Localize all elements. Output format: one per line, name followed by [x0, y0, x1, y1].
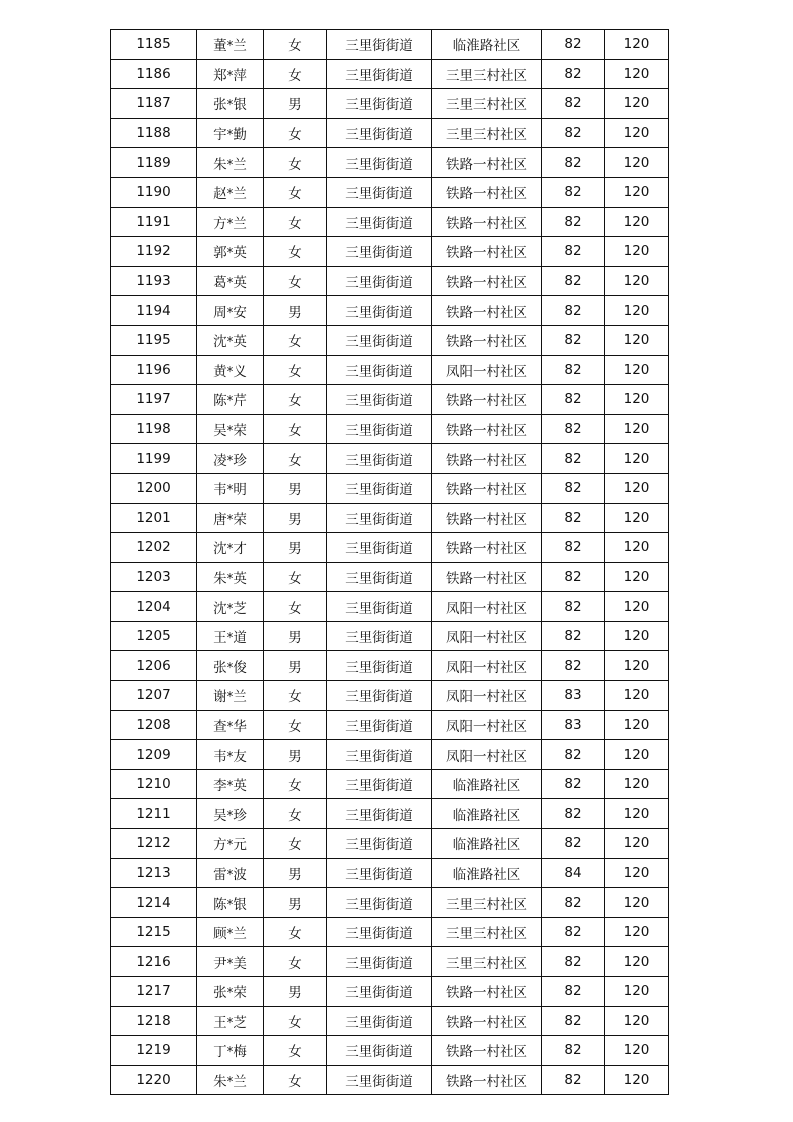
community-cell: 铁路一村社区 — [432, 1006, 542, 1036]
serial-number-cell: 1194 — [111, 296, 197, 326]
age-cell: 82 — [542, 118, 605, 148]
amount-cell: 120 — [605, 414, 669, 444]
street-cell: 三里街街道 — [327, 917, 432, 947]
table-row — [111, 444, 669, 474]
age-cell: 82 — [542, 651, 605, 681]
age-cell: 83 — [542, 681, 605, 711]
gender-cell: 男 — [264, 621, 327, 651]
name-cell: 查*华 — [197, 710, 264, 740]
amount-cell: 120 — [605, 59, 669, 89]
street-cell: 三里街街道 — [327, 414, 432, 444]
street-cell: 三里街街道 — [327, 177, 432, 207]
age-cell: 82 — [542, 385, 605, 415]
street-cell: 三里街街道 — [327, 355, 432, 385]
table-row — [111, 977, 669, 1007]
age-cell: 84 — [542, 858, 605, 888]
amount-cell: 120 — [605, 562, 669, 592]
gender-cell: 女 — [264, 710, 327, 740]
amount-cell: 120 — [605, 740, 669, 770]
table-row — [111, 769, 669, 799]
community-cell: 临淮路社区 — [432, 858, 542, 888]
street-cell: 三里街街道 — [327, 1036, 432, 1066]
name-cell: 沈*才 — [197, 533, 264, 563]
street-cell: 三里街街道 — [327, 118, 432, 148]
serial-number-cell: 1207 — [111, 681, 197, 711]
community-cell: 临淮路社区 — [432, 829, 542, 859]
serial-number-cell: 1199 — [111, 444, 197, 474]
gender-cell: 男 — [264, 89, 327, 119]
gender-cell: 女 — [264, 59, 327, 89]
amount-cell: 120 — [605, 888, 669, 918]
amount-cell: 120 — [605, 266, 669, 296]
gender-cell: 女 — [264, 917, 327, 947]
gender-cell: 男 — [264, 533, 327, 563]
serial-number-cell: 1185 — [111, 30, 197, 60]
serial-number-cell: 1217 — [111, 977, 197, 1007]
serial-number-cell: 1200 — [111, 473, 197, 503]
serial-number-cell: 1209 — [111, 740, 197, 770]
name-cell: 周*安 — [197, 296, 264, 326]
community-cell: 临淮路社区 — [432, 30, 542, 60]
name-cell: 赵*兰 — [197, 177, 264, 207]
age-cell: 82 — [542, 769, 605, 799]
gender-cell: 女 — [264, 325, 327, 355]
name-cell: 王*道 — [197, 621, 264, 651]
amount-cell: 120 — [605, 148, 669, 178]
gender-cell: 男 — [264, 858, 327, 888]
table-row — [111, 888, 669, 918]
name-cell: 吴*荣 — [197, 414, 264, 444]
age-cell: 82 — [542, 177, 605, 207]
street-cell: 三里街街道 — [327, 444, 432, 474]
street-cell: 三里街街道 — [327, 148, 432, 178]
name-cell: 陈*银 — [197, 888, 264, 918]
street-cell: 三里街街道 — [327, 562, 432, 592]
community-cell: 凤阳一村社区 — [432, 681, 542, 711]
gender-cell: 男 — [264, 740, 327, 770]
serial-number-cell: 1196 — [111, 355, 197, 385]
serial-number-cell: 1186 — [111, 59, 197, 89]
amount-cell: 120 — [605, 355, 669, 385]
serial-number-cell: 1203 — [111, 562, 197, 592]
street-cell: 三里街街道 — [327, 30, 432, 60]
table-row — [111, 296, 669, 326]
name-cell: 雷*波 — [197, 858, 264, 888]
community-cell: 铁路一村社区 — [432, 1065, 542, 1095]
serial-number-cell: 1219 — [111, 1036, 197, 1066]
age-cell: 82 — [542, 592, 605, 622]
amount-cell: 120 — [605, 325, 669, 355]
table-row — [111, 385, 669, 415]
gender-cell: 女 — [264, 118, 327, 148]
table-row — [111, 414, 669, 444]
amount-cell: 120 — [605, 947, 669, 977]
table-row — [111, 1036, 669, 1066]
street-cell: 三里街街道 — [327, 207, 432, 237]
name-cell: 沈*芝 — [197, 592, 264, 622]
age-cell: 82 — [542, 148, 605, 178]
name-cell: 张*荣 — [197, 977, 264, 1007]
gender-cell: 女 — [264, 1006, 327, 1036]
serial-number-cell: 1215 — [111, 917, 197, 947]
street-cell: 三里街街道 — [327, 621, 432, 651]
age-cell: 82 — [542, 917, 605, 947]
serial-number-cell: 1220 — [111, 1065, 197, 1095]
name-cell: 唐*荣 — [197, 503, 264, 533]
community-cell: 铁路一村社区 — [432, 414, 542, 444]
age-cell: 82 — [542, 1006, 605, 1036]
table-row — [111, 740, 669, 770]
community-cell: 凤阳一村社区 — [432, 355, 542, 385]
gender-cell: 女 — [264, 385, 327, 415]
street-cell: 三里街街道 — [327, 829, 432, 859]
street-cell: 三里街街道 — [327, 888, 432, 918]
amount-cell: 120 — [605, 651, 669, 681]
street-cell: 三里街街道 — [327, 266, 432, 296]
name-cell: 陈*芹 — [197, 385, 264, 415]
table-row — [111, 148, 669, 178]
amount-cell: 120 — [605, 710, 669, 740]
age-cell: 82 — [542, 59, 605, 89]
community-cell: 三里三村社区 — [432, 118, 542, 148]
community-cell: 铁路一村社区 — [432, 237, 542, 267]
table-row — [111, 799, 669, 829]
table-row — [111, 947, 669, 977]
name-cell: 朱*兰 — [197, 148, 264, 178]
community-cell: 临淮路社区 — [432, 799, 542, 829]
serial-number-cell: 1187 — [111, 89, 197, 119]
serial-number-cell: 1193 — [111, 266, 197, 296]
serial-number-cell: 1204 — [111, 592, 197, 622]
gender-cell: 女 — [264, 1036, 327, 1066]
street-cell: 三里街街道 — [327, 1065, 432, 1095]
amount-cell: 120 — [605, 592, 669, 622]
street-cell: 三里街街道 — [327, 858, 432, 888]
street-cell: 三里街街道 — [327, 769, 432, 799]
gender-cell: 女 — [264, 562, 327, 592]
table-row — [111, 621, 669, 651]
street-cell: 三里街街道 — [327, 947, 432, 977]
name-cell: 方*兰 — [197, 207, 264, 237]
subsidy-table-container — [110, 29, 668, 1095]
table-row — [111, 325, 669, 355]
community-cell: 铁路一村社区 — [432, 266, 542, 296]
table-row — [111, 473, 669, 503]
community-cell: 凤阳一村社区 — [432, 621, 542, 651]
amount-cell: 120 — [605, 237, 669, 267]
table-row — [111, 917, 669, 947]
gender-cell: 男 — [264, 977, 327, 1007]
community-cell: 铁路一村社区 — [432, 977, 542, 1007]
gender-cell: 女 — [264, 148, 327, 178]
table-row — [111, 118, 669, 148]
gender-cell: 女 — [264, 237, 327, 267]
amount-cell: 120 — [605, 89, 669, 119]
age-cell: 82 — [542, 562, 605, 592]
serial-number-cell: 1208 — [111, 710, 197, 740]
community-cell: 三里三村社区 — [432, 888, 542, 918]
gender-cell: 女 — [264, 355, 327, 385]
name-cell: 张*银 — [197, 89, 264, 119]
gender-cell: 女 — [264, 799, 327, 829]
name-cell: 顾*兰 — [197, 917, 264, 947]
serial-number-cell: 1205 — [111, 621, 197, 651]
street-cell: 三里街街道 — [327, 473, 432, 503]
street-cell: 三里街街道 — [327, 651, 432, 681]
age-cell: 82 — [542, 355, 605, 385]
table-row — [111, 177, 669, 207]
age-cell: 82 — [542, 621, 605, 651]
name-cell: 朱*英 — [197, 562, 264, 592]
table-row — [111, 237, 669, 267]
street-cell: 三里街街道 — [327, 1006, 432, 1036]
serial-number-cell: 1212 — [111, 829, 197, 859]
street-cell: 三里街街道 — [327, 237, 432, 267]
amount-cell: 120 — [605, 118, 669, 148]
age-cell: 82 — [542, 799, 605, 829]
community-cell: 凤阳一村社区 — [432, 740, 542, 770]
table-row — [111, 503, 669, 533]
name-cell: 尹*美 — [197, 947, 264, 977]
serial-number-cell: 1211 — [111, 799, 197, 829]
amount-cell: 120 — [605, 1036, 669, 1066]
age-cell: 82 — [542, 829, 605, 859]
amount-cell: 120 — [605, 385, 669, 415]
table-row — [111, 1065, 669, 1095]
community-cell: 铁路一村社区 — [432, 325, 542, 355]
community-cell: 铁路一村社区 — [432, 562, 542, 592]
serial-number-cell: 1188 — [111, 118, 197, 148]
age-cell: 82 — [542, 325, 605, 355]
street-cell: 三里街街道 — [327, 740, 432, 770]
community-cell: 三里三村社区 — [432, 59, 542, 89]
gender-cell: 女 — [264, 414, 327, 444]
amount-cell: 120 — [605, 681, 669, 711]
community-cell: 铁路一村社区 — [432, 207, 542, 237]
street-cell: 三里街街道 — [327, 533, 432, 563]
community-cell: 铁路一村社区 — [432, 503, 542, 533]
age-cell: 82 — [542, 503, 605, 533]
age-cell: 82 — [542, 89, 605, 119]
gender-cell: 男 — [264, 296, 327, 326]
name-cell: 黄*义 — [197, 355, 264, 385]
name-cell: 董*兰 — [197, 30, 264, 60]
gender-cell: 女 — [264, 266, 327, 296]
age-cell: 82 — [542, 30, 605, 60]
serial-number-cell: 1216 — [111, 947, 197, 977]
name-cell: 凌*珍 — [197, 444, 264, 474]
serial-number-cell: 1218 — [111, 1006, 197, 1036]
serial-number-cell: 1197 — [111, 385, 197, 415]
community-cell: 铁路一村社区 — [432, 533, 542, 563]
community-cell: 铁路一村社区 — [432, 385, 542, 415]
age-cell: 83 — [542, 710, 605, 740]
name-cell: 王*芝 — [197, 1006, 264, 1036]
age-cell: 82 — [542, 1065, 605, 1095]
street-cell: 三里街街道 — [327, 977, 432, 1007]
serial-number-cell: 1201 — [111, 503, 197, 533]
age-cell: 82 — [542, 266, 605, 296]
amount-cell: 120 — [605, 1065, 669, 1095]
name-cell: 宇*勤 — [197, 118, 264, 148]
community-cell: 铁路一村社区 — [432, 177, 542, 207]
community-cell: 临淮路社区 — [432, 769, 542, 799]
gender-cell: 女 — [264, 444, 327, 474]
table-row — [111, 681, 669, 711]
name-cell: 方*元 — [197, 829, 264, 859]
table-row — [111, 651, 669, 681]
table-row — [111, 89, 669, 119]
community-cell: 三里三村社区 — [432, 89, 542, 119]
street-cell: 三里街街道 — [327, 385, 432, 415]
community-cell: 铁路一村社区 — [432, 296, 542, 326]
street-cell: 三里街街道 — [327, 681, 432, 711]
table-row — [111, 1006, 669, 1036]
serial-number-cell: 1191 — [111, 207, 197, 237]
table-row — [111, 829, 669, 859]
age-cell: 82 — [542, 207, 605, 237]
age-cell: 82 — [542, 473, 605, 503]
amount-cell: 120 — [605, 799, 669, 829]
age-cell: 82 — [542, 947, 605, 977]
street-cell: 三里街街道 — [327, 710, 432, 740]
gender-cell: 男 — [264, 888, 327, 918]
serial-number-cell: 1206 — [111, 651, 197, 681]
street-cell: 三里街街道 — [327, 296, 432, 326]
table-row — [111, 30, 669, 60]
gender-cell: 女 — [264, 947, 327, 977]
street-cell: 三里街街道 — [327, 592, 432, 622]
community-cell: 铁路一村社区 — [432, 473, 542, 503]
table-row — [111, 533, 669, 563]
age-cell: 82 — [542, 296, 605, 326]
table-row — [111, 562, 669, 592]
serial-number-cell: 1192 — [111, 237, 197, 267]
table-row — [111, 858, 669, 888]
serial-number-cell: 1202 — [111, 533, 197, 563]
community-cell: 铁路一村社区 — [432, 444, 542, 474]
name-cell: 郭*英 — [197, 237, 264, 267]
amount-cell: 120 — [605, 207, 669, 237]
serial-number-cell: 1210 — [111, 769, 197, 799]
amount-cell: 120 — [605, 533, 669, 563]
gender-cell: 女 — [264, 829, 327, 859]
community-cell: 凤阳一村社区 — [432, 592, 542, 622]
amount-cell: 120 — [605, 621, 669, 651]
name-cell: 葛*英 — [197, 266, 264, 296]
street-cell: 三里街街道 — [327, 325, 432, 355]
age-cell: 82 — [542, 533, 605, 563]
gender-cell: 女 — [264, 681, 327, 711]
amount-cell: 120 — [605, 30, 669, 60]
table-row — [111, 355, 669, 385]
name-cell: 谢*兰 — [197, 681, 264, 711]
name-cell: 朱*兰 — [197, 1065, 264, 1095]
amount-cell: 120 — [605, 503, 669, 533]
community-cell: 三里三村社区 — [432, 947, 542, 977]
serial-number-cell: 1190 — [111, 177, 197, 207]
amount-cell: 120 — [605, 177, 669, 207]
name-cell: 韦*明 — [197, 473, 264, 503]
gender-cell: 女 — [264, 30, 327, 60]
name-cell: 吴*珍 — [197, 799, 264, 829]
street-cell: 三里街街道 — [327, 799, 432, 829]
amount-cell: 120 — [605, 444, 669, 474]
table-body — [111, 30, 669, 1095]
name-cell: 李*英 — [197, 769, 264, 799]
serial-number-cell: 1214 — [111, 888, 197, 918]
community-cell: 铁路一村社区 — [432, 148, 542, 178]
table-row — [111, 59, 669, 89]
community-cell: 铁路一村社区 — [432, 1036, 542, 1066]
community-cell: 凤阳一村社区 — [432, 651, 542, 681]
community-cell: 凤阳一村社区 — [432, 710, 542, 740]
amount-cell: 120 — [605, 296, 669, 326]
street-cell: 三里街街道 — [327, 503, 432, 533]
age-cell: 82 — [542, 740, 605, 770]
serial-number-cell: 1195 — [111, 325, 197, 355]
name-cell: 丁*梅 — [197, 1036, 264, 1066]
age-cell: 82 — [542, 888, 605, 918]
amount-cell: 120 — [605, 977, 669, 1007]
street-cell: 三里街街道 — [327, 59, 432, 89]
amount-cell: 120 — [605, 769, 669, 799]
amount-cell: 120 — [605, 917, 669, 947]
table-row — [111, 710, 669, 740]
name-cell: 张*俊 — [197, 651, 264, 681]
age-cell: 82 — [542, 1036, 605, 1066]
gender-cell: 男 — [264, 473, 327, 503]
gender-cell: 女 — [264, 769, 327, 799]
serial-number-cell: 1189 — [111, 148, 197, 178]
gender-cell: 男 — [264, 503, 327, 533]
name-cell: 郑*萍 — [197, 59, 264, 89]
name-cell: 沈*英 — [197, 325, 264, 355]
table-row — [111, 266, 669, 296]
street-cell: 三里街街道 — [327, 89, 432, 119]
age-cell: 82 — [542, 977, 605, 1007]
community-cell: 三里三村社区 — [432, 917, 542, 947]
table-row — [111, 592, 669, 622]
amount-cell: 120 — [605, 829, 669, 859]
gender-cell: 男 — [264, 651, 327, 681]
name-cell: 韦*友 — [197, 740, 264, 770]
table-row — [111, 207, 669, 237]
age-cell: 82 — [542, 237, 605, 267]
amount-cell: 120 — [605, 858, 669, 888]
gender-cell: 女 — [264, 207, 327, 237]
gender-cell: 女 — [264, 1065, 327, 1095]
serial-number-cell: 1198 — [111, 414, 197, 444]
age-cell: 82 — [542, 414, 605, 444]
amount-cell: 120 — [605, 473, 669, 503]
gender-cell: 女 — [264, 592, 327, 622]
age-cell: 82 — [542, 444, 605, 474]
gender-cell: 女 — [264, 177, 327, 207]
subsidy-table — [110, 29, 669, 1095]
amount-cell: 120 — [605, 1006, 669, 1036]
serial-number-cell: 1213 — [111, 858, 197, 888]
